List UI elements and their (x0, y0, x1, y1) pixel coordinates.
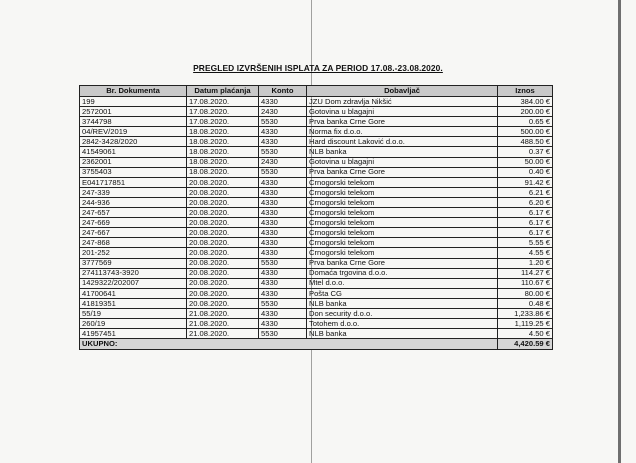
table-row (80, 127, 553, 137)
cell-document-number: 41549061 (80, 147, 187, 157)
cell-payment-date: 20.08.2020. (187, 197, 259, 207)
column-header-doc: Br. Dokumenta (80, 86, 187, 97)
cell-supplier: NLB banka (307, 329, 498, 339)
cell-document-number: 244-936 (80, 197, 187, 207)
cell-konto: 5530 (259, 147, 307, 157)
cell-document-number: E041717851 (80, 177, 187, 187)
cell-document-number: 1429322/202007 (80, 278, 187, 288)
cell-supplier: Crnogorski telekom (307, 228, 498, 238)
cell-supplier: Crnogorski telekom (307, 177, 498, 187)
cell-amount: 384.00 € (498, 97, 553, 107)
cell-amount: 0.48 € (498, 298, 553, 308)
cell-document-number: 2842-3428/2020 (80, 137, 187, 147)
cell-payment-date: 18.08.2020. (187, 167, 259, 177)
cell-payment-date: 21.08.2020. (187, 308, 259, 318)
cell-payment-date: 20.08.2020. (187, 218, 259, 228)
cell-amount: 6.17 € (498, 218, 553, 228)
table-row (80, 167, 553, 177)
cell-konto: 4330 (259, 319, 307, 329)
cell-supplier: Prva banka Crne Gore (307, 258, 498, 268)
cell-payment-date: 20.08.2020. (187, 268, 259, 278)
cell-document-number: 247-868 (80, 238, 187, 248)
cell-document-number: 201-252 (80, 248, 187, 258)
cell-amount: 6.17 € (498, 208, 553, 218)
cell-supplier: Hard discount Laković d.o.o. (307, 137, 498, 147)
cell-supplier: Gotovina u blagajni (307, 107, 498, 117)
total-label: UKUPNO: (80, 339, 498, 350)
cell-konto: 4330 (259, 248, 307, 258)
cell-konto: 4330 (259, 187, 307, 197)
table-row (80, 147, 553, 157)
cell-konto: 5530 (259, 298, 307, 308)
cell-payment-date: 20.08.2020. (187, 288, 259, 298)
cell-konto: 4330 (259, 268, 307, 278)
table-row (80, 157, 553, 167)
cell-payment-date: 20.08.2020. (187, 177, 259, 187)
cell-document-number: 247-339 (80, 187, 187, 197)
cell-konto: 4330 (259, 278, 307, 288)
cell-konto: 4330 (259, 228, 307, 238)
cell-supplier: JZU Dom zdravlja Nikšić (307, 97, 498, 107)
cell-konto: 4330 (259, 288, 307, 298)
cell-konto: 5530 (259, 258, 307, 268)
cell-supplier: Prva banka Crne Gore (307, 167, 498, 177)
payments-table (79, 85, 553, 350)
table-row (80, 329, 553, 339)
cell-document-number: 247-657 (80, 208, 187, 218)
cell-konto: 2430 (259, 107, 307, 117)
cell-payment-date: 20.08.2020. (187, 238, 259, 248)
cell-amount: 0.40 € (498, 167, 553, 177)
cell-payment-date: 20.08.2020. (187, 258, 259, 268)
total-row (80, 339, 553, 350)
cell-supplier: NLB banka (307, 147, 498, 157)
cell-document-number: 3755403 (80, 167, 187, 177)
cell-payment-date: 20.08.2020. (187, 248, 259, 258)
cell-payment-date: 20.08.2020. (187, 187, 259, 197)
table-row (80, 288, 553, 298)
table-row (80, 137, 553, 147)
table-row (80, 187, 553, 197)
document-title: PREGLED IZVRŠENIH ISPLATA ZA PERIOD 17.08.-23.08.2020. (193, 63, 443, 73)
cell-payment-date: 17.08.2020. (187, 107, 259, 117)
cell-supplier: Domaća trgovina d.o.o. (307, 268, 498, 278)
cell-konto: 4330 (259, 197, 307, 207)
column-header-konto: Konto (259, 86, 307, 97)
cell-konto: 5530 (259, 167, 307, 177)
cell-payment-date: 18.08.2020. (187, 127, 259, 137)
cell-document-number: 2572001 (80, 107, 187, 117)
table-row (80, 177, 553, 187)
column-header-supplier: Dobavljač (307, 86, 498, 97)
cell-supplier: Crnogorski telekom (307, 248, 498, 258)
cell-supplier: Crnogorski telekom (307, 197, 498, 207)
cell-amount: 6.21 € (498, 187, 553, 197)
table-row (80, 248, 553, 258)
table-row (80, 258, 553, 268)
cell-amount: 200.00 € (498, 107, 553, 117)
cell-supplier: Crnogorski telekom (307, 218, 498, 228)
cell-amount: 488.50 € (498, 137, 553, 147)
table-row (80, 208, 553, 218)
cell-amount: 80.00 € (498, 288, 553, 298)
cell-amount: 1,233.86 € (498, 308, 553, 318)
cell-konto: 4330 (259, 177, 307, 187)
cell-amount: 0.37 € (498, 147, 553, 157)
table-row (80, 97, 553, 107)
cell-amount: 6.20 € (498, 197, 553, 207)
cell-document-number: 3744798 (80, 117, 187, 127)
cell-document-number: 274113743-3920 (80, 268, 187, 278)
table-row (80, 268, 553, 278)
table-row (80, 218, 553, 228)
column-header-date: Datum plaćanja (187, 86, 259, 97)
table-row (80, 298, 553, 308)
cell-payment-date: 20.08.2020. (187, 208, 259, 218)
cell-supplier: Prva banka Crne Gore (307, 117, 498, 127)
column-header-amount: Iznos (498, 86, 553, 97)
cell-payment-date: 21.08.2020. (187, 319, 259, 329)
table-row (80, 278, 553, 288)
table-header-row (80, 86, 553, 97)
cell-supplier: Gotovina u blagajni (307, 157, 498, 167)
cell-amount: 1,119.25 € (498, 319, 553, 329)
cell-document-number: 260/19 (80, 319, 187, 329)
cell-konto: 5530 (259, 117, 307, 127)
cell-konto: 4330 (259, 137, 307, 147)
cell-supplier: Don security d.o.o. (307, 308, 498, 318)
cell-payment-date: 18.08.2020. (187, 157, 259, 167)
cell-konto: 5530 (259, 329, 307, 339)
cell-konto: 4330 (259, 208, 307, 218)
table-row (80, 228, 553, 238)
cell-document-number: 3777569 (80, 258, 187, 268)
total-amount: 4,420.59 € (498, 339, 553, 350)
cell-document-number: 41700641 (80, 288, 187, 298)
cell-document-number: 199 (80, 97, 187, 107)
cell-payment-date: 18.08.2020. (187, 137, 259, 147)
cell-konto: 2430 (259, 157, 307, 167)
cell-supplier: Crnogorski telekom (307, 238, 498, 248)
cell-konto: 4330 (259, 238, 307, 248)
cell-document-number: 247-667 (80, 228, 187, 238)
cell-konto: 4330 (259, 97, 307, 107)
cell-supplier: Crnogorski telekom (307, 208, 498, 218)
table-row (80, 238, 553, 248)
cell-payment-date: 17.08.2020. (187, 117, 259, 127)
cell-supplier: Crnogorski telekom (307, 187, 498, 197)
cell-amount: 4.55 € (498, 248, 553, 258)
cell-payment-date: 17.08.2020. (187, 97, 259, 107)
cell-document-number: 247-669 (80, 218, 187, 228)
cell-amount: 5.55 € (498, 238, 553, 248)
cell-supplier: Totohem d.o.o. (307, 319, 498, 329)
table-row (80, 308, 553, 318)
cell-amount: 91.42 € (498, 177, 553, 187)
cell-supplier: NLB banka (307, 298, 498, 308)
cell-document-number: 04/REV/2019 (80, 127, 187, 137)
cell-amount: 1.20 € (498, 258, 553, 268)
cell-payment-date: 21.08.2020. (187, 329, 259, 339)
cell-payment-date: 18.08.2020. (187, 147, 259, 157)
table-row (80, 197, 553, 207)
cell-amount: 500.00 € (498, 127, 553, 137)
cell-amount: 50.00 € (498, 157, 553, 167)
cell-amount: 110.67 € (498, 278, 553, 288)
cell-konto: 4330 (259, 127, 307, 137)
cell-payment-date: 20.08.2020. (187, 278, 259, 288)
cell-amount: 0.65 € (498, 117, 553, 127)
cell-konto: 4330 (259, 218, 307, 228)
cell-amount: 114.27 € (498, 268, 553, 278)
cell-amount: 4.50 € (498, 329, 553, 339)
table-row (80, 117, 553, 127)
cell-document-number: 55/19 (80, 308, 187, 318)
table-row (80, 319, 553, 329)
table-row (80, 107, 553, 117)
cell-supplier: Mtel d.o.o. (307, 278, 498, 288)
cell-document-number: 2362001 (80, 157, 187, 167)
cell-supplier: Norma fix d.o.o. (307, 127, 498, 137)
cell-document-number: 41819351 (80, 298, 187, 308)
cell-amount: 6.17 € (498, 228, 553, 238)
cell-payment-date: 20.08.2020. (187, 298, 259, 308)
cell-payment-date: 20.08.2020. (187, 228, 259, 238)
cell-document-number: 41957451 (80, 329, 187, 339)
cell-konto: 4330 (259, 308, 307, 318)
cell-supplier: Pošta CG (307, 288, 498, 298)
